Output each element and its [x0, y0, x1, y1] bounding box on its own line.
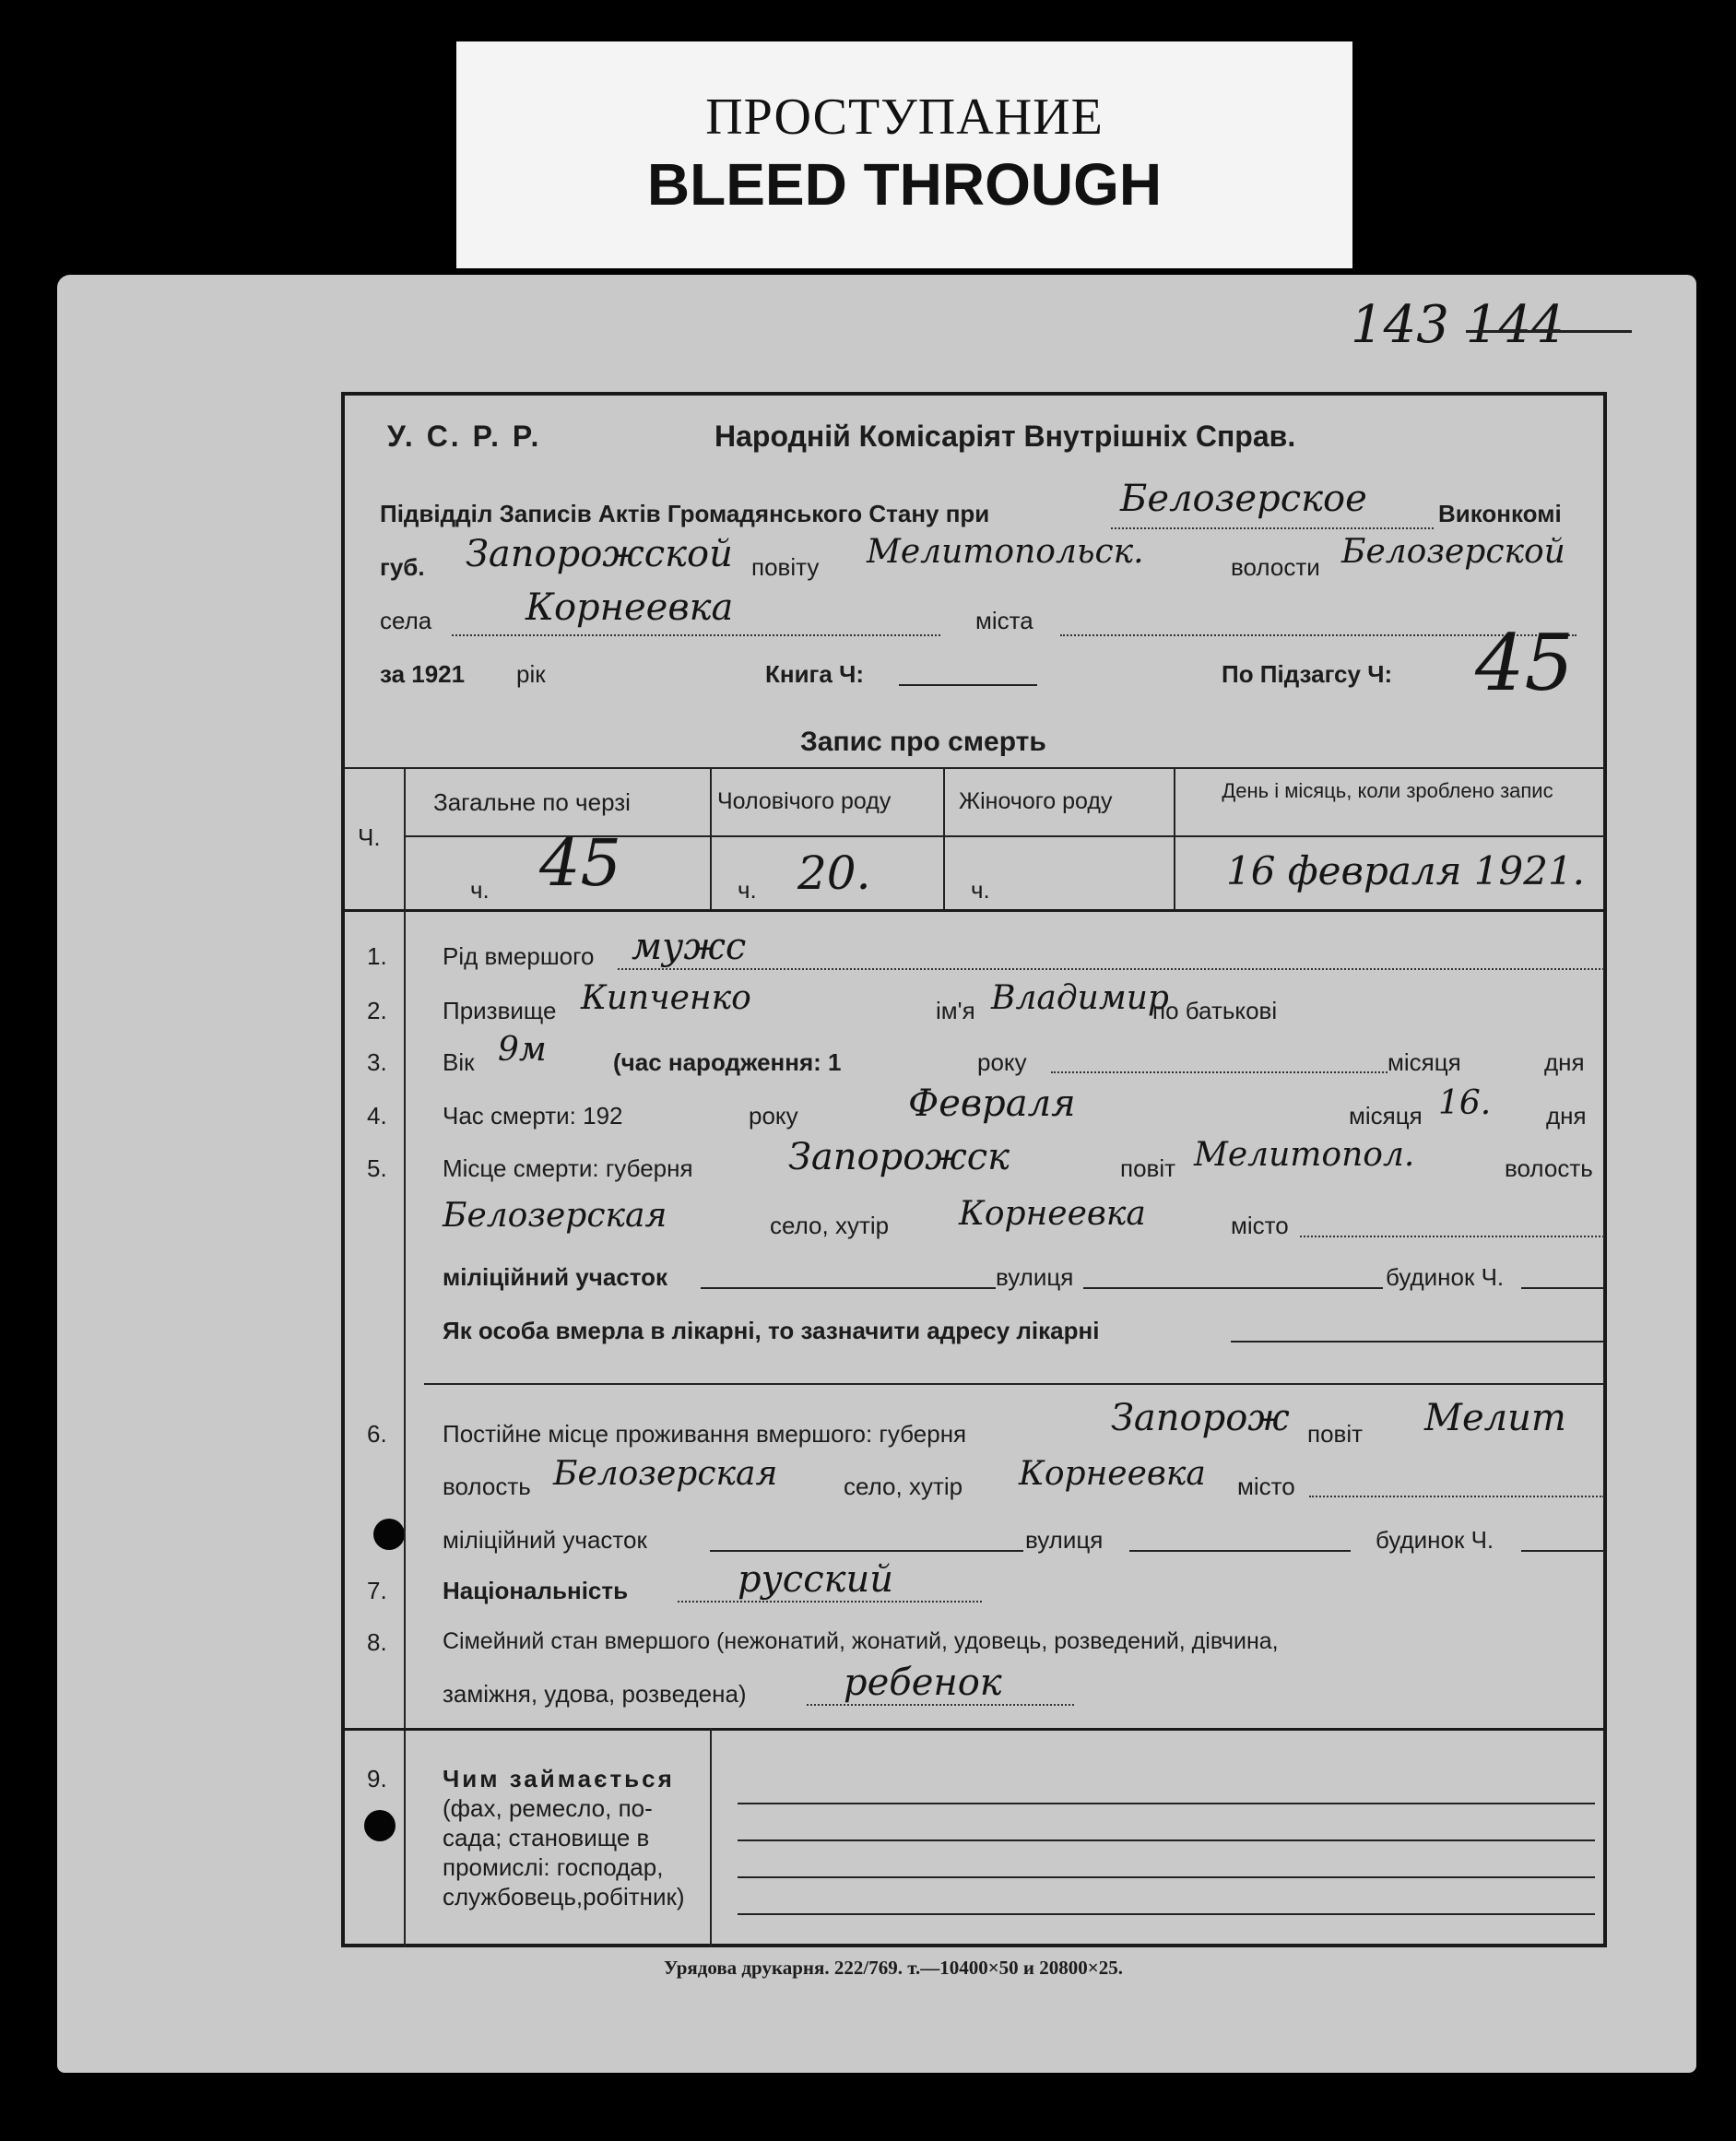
dotted-line [452, 634, 940, 636]
dotted-line [678, 1601, 982, 1603]
povit-label: повіту [751, 553, 820, 581]
r5-gub-handwritten: Запорожск [788, 1136, 1010, 1178]
ministry-title: Народній Комісаріят Внутрішніх Справ. [714, 420, 1296, 453]
r3-birth-label: (час народження: 1 [613, 1048, 842, 1076]
row-number: 5. [367, 1154, 387, 1182]
male-value: 20. [797, 846, 871, 900]
r6-povit-label: повіт [1307, 1420, 1364, 1448]
r1-label: Рід вмершого [443, 942, 595, 970]
row-number: 4. [367, 1102, 387, 1130]
r5-povit-handwritten: Мелитопол. [1194, 1136, 1415, 1174]
row-number: 8. [367, 1628, 387, 1656]
row-number: 3. [367, 1048, 387, 1076]
field-line [738, 1876, 1595, 1878]
print-footer: Урядова друкарня. 222/769. т.—10400×50 и 20800×25. [664, 1957, 1123, 1979]
r6-street-label: вулиця [1025, 1526, 1104, 1554]
field-line [738, 1803, 1595, 1804]
r3-age-handwritten: 9м [498, 1031, 547, 1069]
r7-handwritten: русский [738, 1558, 894, 1601]
bleed-through-label-card [456, 41, 1352, 268]
label-english: BLEED THROUGH [646, 151, 1163, 218]
dept-handwritten: Белозерское [1120, 478, 1367, 520]
r5-selo-label: село, хутір [770, 1212, 890, 1239]
r9-line-5: службовець,робітник) [443, 1883, 685, 1910]
col-date: День і місяць, коли зроблено запис [1222, 779, 1553, 802]
r6-house-label: будинок Ч. [1376, 1526, 1494, 1554]
column-rule [710, 767, 712, 909]
subcount-handwritten: 45 [1475, 618, 1574, 708]
row-number: 6. [367, 1420, 387, 1448]
r7-label: Національність [443, 1577, 629, 1604]
volost-handwritten: Белозерской [1341, 533, 1565, 571]
r6-misto-label: місто [1237, 1473, 1295, 1500]
field-line [1521, 1287, 1604, 1289]
r3-age-label: Вік [443, 1048, 475, 1076]
dotted-line [618, 968, 1604, 970]
r5-volost-handwritten: Белозерская [443, 1197, 667, 1235]
r4-month-handwritten: Февраля [908, 1082, 1076, 1125]
rule [343, 909, 1605, 912]
r8-label: Сімейний стан вмершого (нежонатий, жонатий, удовець, розведений, дівчина, [443, 1628, 1279, 1654]
label-russian: ПРОСТУПАНИЕ [705, 89, 1104, 146]
col-ch: Ч. [358, 823, 381, 851]
volost-label: волости [1231, 553, 1320, 581]
r6-povit-handwritten: Мелит [1424, 1397, 1566, 1439]
dotted-line [1111, 527, 1434, 529]
r2-patronymic-label: по батькові [1152, 997, 1278, 1024]
r2-name-label: ім'я [936, 997, 975, 1024]
r5-street-label: вулиця [996, 1263, 1074, 1291]
r6-label: Постійне місце проживання вмершого: губерня [443, 1420, 967, 1448]
rule [343, 767, 1605, 769]
r5-militia-label: міліційний участок [443, 1263, 668, 1291]
row-number: 9. [367, 1765, 387, 1792]
r4-year-label: року [749, 1102, 798, 1130]
r2-surname-handwritten: Кипченко [581, 979, 751, 1017]
r6-selo-label: село, хутір [844, 1473, 963, 1500]
rik-label: рік [516, 660, 546, 688]
field-line [738, 1913, 1595, 1915]
column-rule [710, 1728, 712, 1947]
r9-line-3: сада; становище в [443, 1824, 650, 1851]
r4-day-label: дня [1546, 1102, 1587, 1130]
r9-line-4: промислі: господар, [443, 1853, 664, 1881]
r3-year-label: року [977, 1048, 1027, 1076]
general-value: 45 [539, 825, 622, 901]
r5-misto-label: місто [1231, 1212, 1289, 1239]
col-general: Загальне по черзі [433, 788, 631, 816]
column-rule [404, 767, 406, 1947]
field-line [1231, 1341, 1604, 1343]
gub-handwritten: Запорожской [466, 533, 733, 575]
year-label: за 1921 [380, 660, 466, 688]
female-prefix: ч. [971, 876, 990, 904]
r5-volost-label: волость [1505, 1154, 1593, 1182]
gub-label: губ. [380, 553, 425, 581]
r5-hospital-label: Як особа вмерла в лікарні, то зазначити адресу лікарні [443, 1317, 1100, 1344]
book-label: Книга Ч: [765, 660, 864, 688]
r6-militia-label: міліційний участок [443, 1526, 647, 1554]
r4-month-label: місяця [1349, 1102, 1423, 1130]
archive-number: 143 144 [1351, 295, 1565, 355]
r8-label-2: заміжня, удова, розведена) [443, 1680, 747, 1708]
r5-selo-handwritten: Корнеевка [959, 1195, 1146, 1233]
r9-line-1: Чим займається [443, 1765, 675, 1792]
dotted-line [1051, 1071, 1388, 1073]
r3-month-label: місяця [1388, 1048, 1461, 1076]
field-line [424, 1383, 1604, 1385]
row-number: 7. [367, 1577, 387, 1604]
povit-handwritten: Мелитопольск. [867, 533, 1144, 571]
col-female: Жіночого роду [959, 788, 1113, 814]
r6-gub-handwritten: Запорож [1111, 1397, 1290, 1439]
dept-label: Підвідділ Записів Актів Громадянського Стану при [380, 500, 990, 527]
field-line [710, 1550, 1023, 1552]
record-title: Запис про смерть [800, 727, 1046, 757]
col-male: Чоловічого роду [717, 788, 892, 814]
field-line [701, 1287, 996, 1289]
executive-label: Виконкомі [1438, 500, 1562, 527]
date-value: 16 февраля 1921. [1226, 848, 1586, 893]
r5-house-label: будинок Ч. [1386, 1263, 1505, 1291]
general-prefix: ч. [470, 876, 490, 904]
book-line [899, 684, 1037, 686]
field-line [1521, 1550, 1604, 1552]
row-number: 1. [367, 942, 387, 970]
column-rule [943, 767, 945, 909]
republic-title: У. С. Р. Р. [387, 420, 542, 453]
r9-line-2: (фах, ремесло, по- [443, 1794, 653, 1822]
strike-line [1466, 330, 1632, 333]
r5-label: Місце смерти: губерня [443, 1154, 693, 1182]
field-line [738, 1839, 1595, 1841]
male-prefix: ч. [738, 876, 757, 904]
mista-label: міста [975, 607, 1033, 634]
r3-day-label: дня [1544, 1048, 1585, 1076]
dotted-line [807, 1704, 1074, 1706]
r6-volost-handwritten: Белозерская [553, 1455, 778, 1493]
selo-handwritten: Корнеевка [526, 586, 734, 629]
dotted-line [1300, 1236, 1604, 1237]
r8-handwritten: ребенок [844, 1662, 1002, 1704]
r4-label: Час смерти: 192 [443, 1102, 623, 1130]
row-number: 2. [367, 997, 387, 1024]
r5-povit-label: повіт [1120, 1154, 1176, 1182]
r6-volost-label: волость [443, 1473, 531, 1500]
column-rule [1174, 767, 1175, 909]
r4-day-handwritten: 16. [1438, 1084, 1492, 1122]
r1-handwritten: мужс [632, 926, 747, 968]
selo-label: села [380, 607, 432, 634]
r2-name-handwritten: Владимир [991, 979, 1169, 1017]
subcount-label: По Підзагсу Ч: [1222, 660, 1393, 688]
r6-selo-handwritten: Корнеевка [1019, 1455, 1206, 1493]
dotted-line [1309, 1496, 1604, 1497]
field-line [1129, 1550, 1351, 1552]
r2-surname-label: Призвище [443, 997, 557, 1024]
field-line [1083, 1287, 1383, 1289]
rule [343, 1728, 1605, 1731]
